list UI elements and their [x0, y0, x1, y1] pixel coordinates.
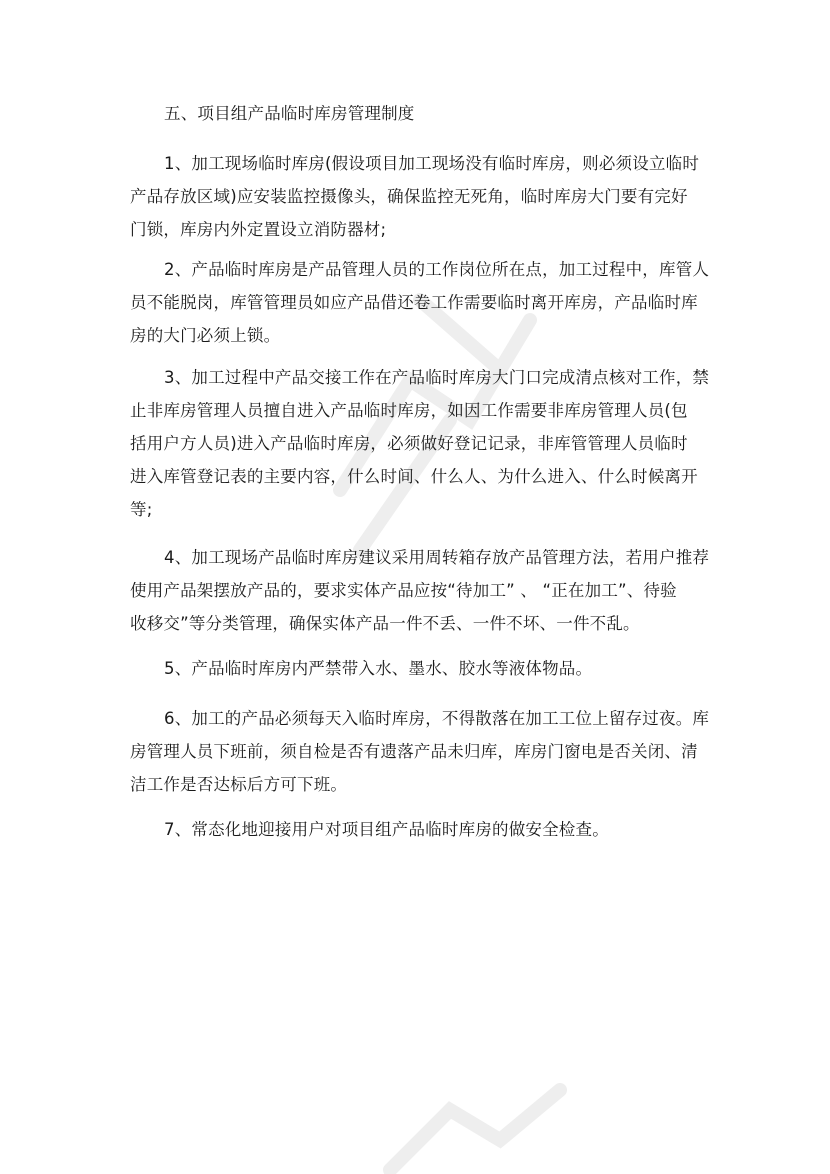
paragraph-6-line-3: 洁工作是否达标后方可下班。 — [130, 775, 348, 794]
paragraph-2-line-2: 员不能脱岗，库管管理员如应产品借还卷工作需要临时离开库房，产品临时库 — [130, 293, 698, 312]
paragraph-4-line-3: 收移交”等分类管理，确保实体产品一件不丢、一件不坏、一件不乱。 — [130, 614, 640, 633]
paragraph-7-line-1: 7、常态化地迎接用户对项目组产品临时库房的做安全检查。 — [164, 820, 609, 839]
paragraph-1-line-2: 产品存放区域)应安装监控摄像头，确保监控无死角，临时库房大门要有完好 — [130, 187, 688, 206]
paragraph-3-line-5: 等; — [130, 500, 153, 519]
paragraph-2-line-1: 2、产品临时库房是产品管理人员的工作岗位所在点，加工过程中，库管人 — [164, 260, 710, 279]
paragraph-3-line-1: 3、加工过程中产品交接工作在产品临时库房大门口完成清点核对工作，禁 — [164, 368, 710, 387]
document-heading: 五、项目组产品临时库房管理制度 — [164, 104, 415, 123]
paragraph-1-line-1: 1、加工现场临时库房(假设项目加工现场没有临时库房，则必须设立临时 — [164, 154, 700, 173]
paragraph-6-line-2: 房管理人员下班前，须自检是否有遗落产品未归库，库房门窗电是否关闭、清 — [130, 742, 698, 761]
paragraph-3-line-4: 进入库管登记表的主要内容，什么时间、什么人、为什么进入、什么时候离开 — [130, 467, 698, 486]
paragraph-3-line-3: 括用户方人员)进入产品临时库房，必须做好登记记录，非库管管理人员临时 — [130, 434, 688, 453]
paragraph-1-line-3: 门锁，库房内外定置设立消防器材; — [130, 220, 387, 239]
paragraph-5-line-1: 5、产品临时库房内严禁带入水、墨水、胶水等液体物品。 — [164, 659, 593, 678]
paragraph-4-line-2: 使用产品架摆放产品的，要求实体产品应按“待加工” 、 “正在加工”、待验 — [130, 581, 677, 600]
watermark-graphic-bottom — [370, 1080, 570, 1174]
paragraph-3-line-2: 止非库房管理人员擅自进入产品临时库房，如因工作需要非库房管理人员(包 — [130, 401, 688, 420]
paragraph-6-line-1: 6、加工的产品必须每天入临时库房，不得散落在加工工位上留存过夜。库 — [164, 709, 710, 728]
paragraph-4-line-1: 4、加工现场产品临时库房建议采用周转箱存放产品管理方法，若用户推荐 — [164, 548, 710, 567]
paragraph-2-line-3: 房的大门必须上锁。 — [130, 326, 281, 345]
